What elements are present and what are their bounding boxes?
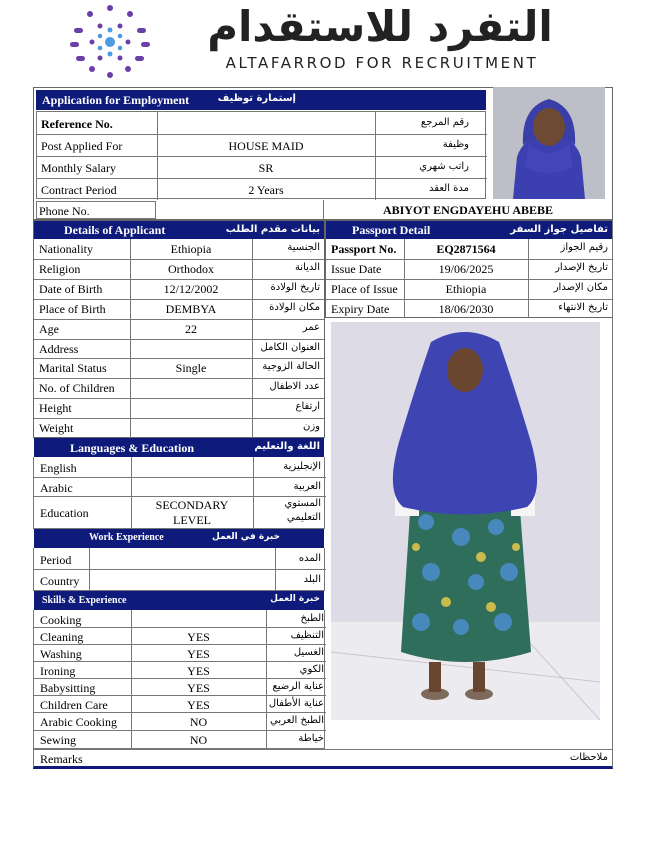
passport-no-label: Passport No. xyxy=(331,242,397,256)
sewing-value: NO xyxy=(189,733,208,747)
skills-title-arabic: خبرة العمل xyxy=(270,594,320,604)
phone-label: Phone No. xyxy=(39,204,90,218)
cleaning-value: YES xyxy=(187,630,210,644)
washing-label-arabic: الغسيل xyxy=(293,647,324,658)
application-title-arabic: إستمارة توظيف xyxy=(217,93,296,104)
remarks-label: Remarks xyxy=(40,752,83,766)
monthly-salary-value: SR xyxy=(258,161,274,175)
washing-value: YES xyxy=(187,647,210,661)
education-label-arabic-line1: المستوي xyxy=(284,498,321,509)
height-label-arabic: ارتفاع xyxy=(295,401,320,412)
work-header xyxy=(34,529,324,548)
company-logo-icon xyxy=(60,2,160,82)
languages-title: Languages & Education xyxy=(70,441,195,455)
applicant-details-header xyxy=(34,221,324,239)
nationality-label: Nationality xyxy=(39,242,93,256)
children-care-value: YES xyxy=(187,698,210,712)
place-of-birth-label-arabic: مكان الولادة xyxy=(269,302,320,313)
period-label: Period xyxy=(40,553,72,567)
applicant-details-table xyxy=(34,239,324,438)
address-label-arabic: العنوان الكامل xyxy=(260,342,320,353)
weight-label: Weight xyxy=(39,421,74,435)
skills-title: Skills & Experience xyxy=(42,595,127,606)
cleaning-label-arabic: التنظيف xyxy=(290,630,324,641)
company-name-english: ALTAFARROD FOR RECRUITMENT xyxy=(225,54,539,72)
contract-period-label-arabic: مدة العقد xyxy=(429,183,469,194)
issue-date-value: 19/06/2025 xyxy=(438,262,494,276)
education-value-line2: LEVEL xyxy=(173,513,211,527)
marital-status-value: Single xyxy=(175,361,207,375)
arabic-label: Arabic xyxy=(40,481,73,495)
cooking-label: Cooking xyxy=(40,613,82,627)
passport-no-value: EQ2871564 xyxy=(436,242,496,256)
ironing-label: Ironing xyxy=(40,664,76,678)
company-name-arabic: التفرد للاستقدام xyxy=(207,2,553,51)
full-body-photo-icon xyxy=(331,322,600,720)
religion-label: Religion xyxy=(39,262,81,276)
ironing-label-arabic: الكوي xyxy=(299,664,324,675)
expiry-date-value: 18/06/2030 xyxy=(438,302,494,316)
portrait-icon xyxy=(493,87,605,199)
marital-status-label: Marital Status xyxy=(39,361,107,375)
applicant-portrait-photo xyxy=(493,87,605,199)
babysitting-label-arabic: عناية الرضيع xyxy=(272,681,324,692)
marital-status-label-arabic: الحالة الزوجية xyxy=(262,361,320,372)
place-of-issue-label-arabic: مكان الإصدار xyxy=(553,282,608,293)
age-label-arabic: عمر xyxy=(302,322,320,333)
applicant-details-title-arabic: بيانات مقدم الطلب xyxy=(225,224,320,235)
languages-header xyxy=(34,438,324,457)
passport-header xyxy=(326,221,612,239)
children-count-label: No. of Children xyxy=(39,381,115,395)
applicant-name: ABIYOT ENGDAYEHU ABEBE xyxy=(382,203,554,217)
languages-table xyxy=(33,457,325,529)
arabic-cooking-label-arabic: الطبخ العربي xyxy=(270,715,324,726)
cleaning-label: Cleaning xyxy=(40,630,84,644)
application-header xyxy=(36,90,486,110)
issue-date-label-arabic: تاريخ الإصدار xyxy=(555,262,608,273)
arabic-cooking-value: NO xyxy=(189,715,208,729)
country-label-arabic: البلد xyxy=(303,574,321,585)
reference-no-label-arabic: رقم المرجع xyxy=(420,117,469,128)
children-care-label-arabic: عناية الأطفال xyxy=(268,698,324,709)
expiry-date-label-arabic: تاريخ الانتهاء xyxy=(558,302,608,313)
work-title: Work Experience xyxy=(89,532,164,543)
post-applied-value: HOUSE MAID xyxy=(228,139,304,153)
place-of-birth-value: DEMBYA xyxy=(165,302,217,316)
babysitting-label: Babysitting xyxy=(40,681,96,695)
passport-title: Passport Detail xyxy=(352,223,431,237)
babysitting-value: YES xyxy=(187,681,210,695)
children-count-label-arabic: عدد الاطفال xyxy=(269,381,320,392)
education-value-line1: SECONDARY xyxy=(155,498,229,512)
education-label-arabic-line2: التعليمي xyxy=(286,512,321,523)
work-title-arabic: خبرة في العمل xyxy=(212,532,280,542)
sewing-label-arabic: خياطة xyxy=(298,733,324,744)
place-of-birth-label: Place of Birth xyxy=(39,302,106,316)
place-of-issue-label: Place of Issue xyxy=(331,282,398,296)
post-applied-label-arabic: وظيفة xyxy=(442,139,469,150)
work-table xyxy=(33,548,325,591)
expiry-date-label: Expiry Date xyxy=(331,302,390,316)
ironing-value: YES xyxy=(187,664,210,678)
place-of-issue-value: Ethiopia xyxy=(445,282,487,296)
languages-title-arabic: اللغة والتعليم xyxy=(254,441,320,452)
contract-period-label: Contract Period xyxy=(41,183,117,197)
washing-label: Washing xyxy=(40,647,82,661)
monthly-salary-label-arabic: راتب شهري xyxy=(419,161,469,172)
application-title: Application for Employment xyxy=(42,93,190,107)
skills-header xyxy=(34,591,324,610)
age-value: 22 xyxy=(185,322,197,336)
monthly-salary-label: Monthly Salary xyxy=(41,161,116,175)
country-label: Country xyxy=(40,574,80,588)
age-label: Age xyxy=(39,322,59,336)
contract-period-value: 2 Years xyxy=(248,183,284,197)
arabic-label-arabic: العربية xyxy=(293,481,321,492)
applicant-full-photo xyxy=(331,322,600,720)
religion-label-arabic: الديانة xyxy=(294,262,320,273)
header xyxy=(0,0,656,84)
date-of-birth-label: Date of Birth xyxy=(39,282,103,296)
period-label-arabic: المده xyxy=(298,553,321,564)
phone-row xyxy=(33,200,613,220)
religion-value: Orthodox xyxy=(168,262,214,276)
english-label: English xyxy=(40,461,77,475)
remarks-label-arabic: ملاحظات xyxy=(569,752,608,763)
english-label-arabic: الإنجليزية xyxy=(283,461,321,472)
skills-table xyxy=(33,610,325,749)
passport-table xyxy=(326,239,612,318)
date-of-birth-value: 12/12/2002 xyxy=(163,282,219,296)
post-applied-label: Post Applied For xyxy=(41,139,123,153)
education-label: Education xyxy=(40,506,89,520)
weight-label-arabic: وزن xyxy=(302,421,320,432)
date-of-birth-label-arabic: تاريخ الولادة xyxy=(270,282,320,293)
height-label: Height xyxy=(39,401,72,415)
children-care-label: Children Care xyxy=(40,698,108,712)
reference-no-label: Reference No. xyxy=(41,117,113,131)
applicant-details-title: Details of Applicant xyxy=(64,223,166,237)
cooking-label-arabic: الطبخ xyxy=(300,613,324,624)
sewing-label: Sewing xyxy=(40,733,76,747)
passport-title-arabic: تفاصيل جواز السفر xyxy=(510,224,608,235)
issue-date-label: Issue Date xyxy=(331,262,382,276)
arabic-cooking-label: Arabic Cooking xyxy=(40,715,117,729)
remarks-row xyxy=(33,749,613,769)
nationality-label-arabic: الجنسية xyxy=(287,242,320,253)
nationality-value: Ethiopia xyxy=(170,242,212,256)
address-label: Address xyxy=(39,342,79,356)
application-table xyxy=(36,111,486,199)
passport-no-label-arabic: رقيم الجواز xyxy=(560,242,608,253)
